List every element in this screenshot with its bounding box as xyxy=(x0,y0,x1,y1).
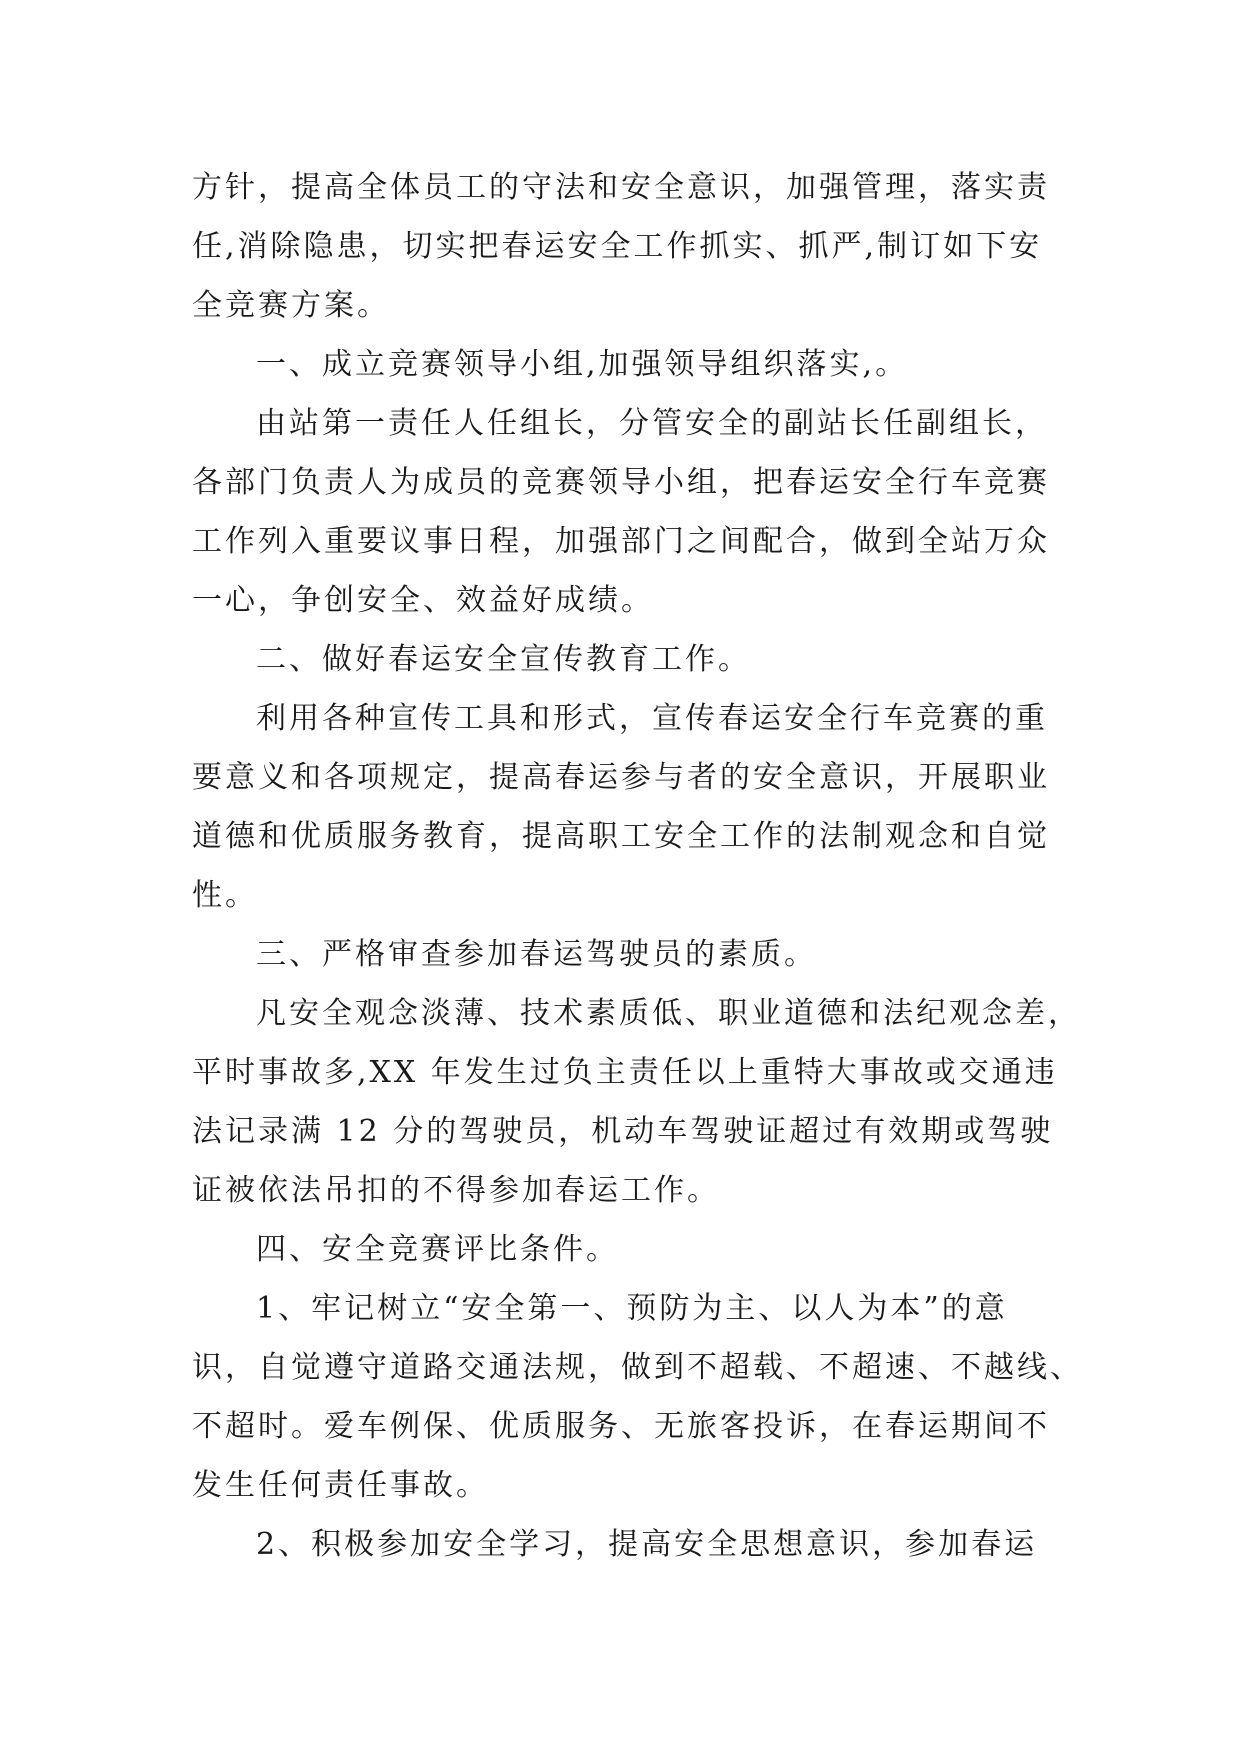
text-line: 发生任何责任事故。 xyxy=(192,1468,489,1503)
text-line: 识，自觉遵守道路交通法规，做到不超载、不超速、不越线、 xyxy=(192,1350,1083,1385)
text-line: 不超时。爱车例保、优质服务、无旅客投诉，在春运期间不 xyxy=(192,1409,1050,1444)
text-line: 任,消除隐患，切实把春运安全工作抓实、抓严,制订如下安 xyxy=(192,229,1043,264)
text-line: 方针，提高全体员工的守法和安全意识，加强管理，落实责 xyxy=(192,170,1050,205)
text-line: 利用各种宣传工具和形式，宣传春运安全行车竞赛的重 xyxy=(256,701,1048,736)
section-heading: 一、成立竞赛领导小组,加强领导组织落实,。 xyxy=(256,347,909,382)
text-line: 证被依法吊扣的不得参加春运工作。 xyxy=(192,1173,720,1208)
document-body xyxy=(192,158,1083,1574)
text-line: 凡安全观念淡薄、技术素质低、职业道德和法纪观念差， xyxy=(256,996,1081,1031)
section-heading: 二、做好春运安全宣传教育工作。 xyxy=(256,642,751,677)
text-line: 工作列入重要议事日程，加强部门之间配合，做到全站万众 xyxy=(192,524,1050,559)
text-line: 平时事故多,XX 年发生过负主责任以上重特大事故或交通违 xyxy=(192,1055,1058,1090)
text-line: 全竞赛方案。 xyxy=(192,288,390,323)
text-line: 一心，争创安全、效益好成绩。 xyxy=(192,583,654,618)
list-item-start: 2、积极参加安全学习，提高安全思想意识，参加春运 xyxy=(256,1527,1038,1562)
text-line: 法记录满 12 分的驾驶员，机动车驾驶证超过有效期或驾驶 xyxy=(192,1114,1054,1149)
text-line: 由站第一责任人任组长，分管安全的副站长任副组长， xyxy=(256,406,1048,441)
text-line: 要意义和各项规定，提高春运参与者的安全意识，开展职业 xyxy=(192,760,1050,795)
list-item-start: 1、牢记树立“安全第一、预防为主、以人为本”的意 xyxy=(256,1291,1008,1326)
text-line: 道德和优质服务教育，提高职工安全工作的法制观念和自觉 xyxy=(192,819,1050,854)
section-heading: 四、安全竞赛评比条件。 xyxy=(256,1232,619,1267)
section-heading: 三、严格审查参加春运驾驶员的素质。 xyxy=(256,937,817,972)
text-line: 性。 xyxy=(192,878,258,913)
text-line: 各部门负责人为成员的竞赛领导小组，把春运安全行车竞赛 xyxy=(192,465,1050,500)
